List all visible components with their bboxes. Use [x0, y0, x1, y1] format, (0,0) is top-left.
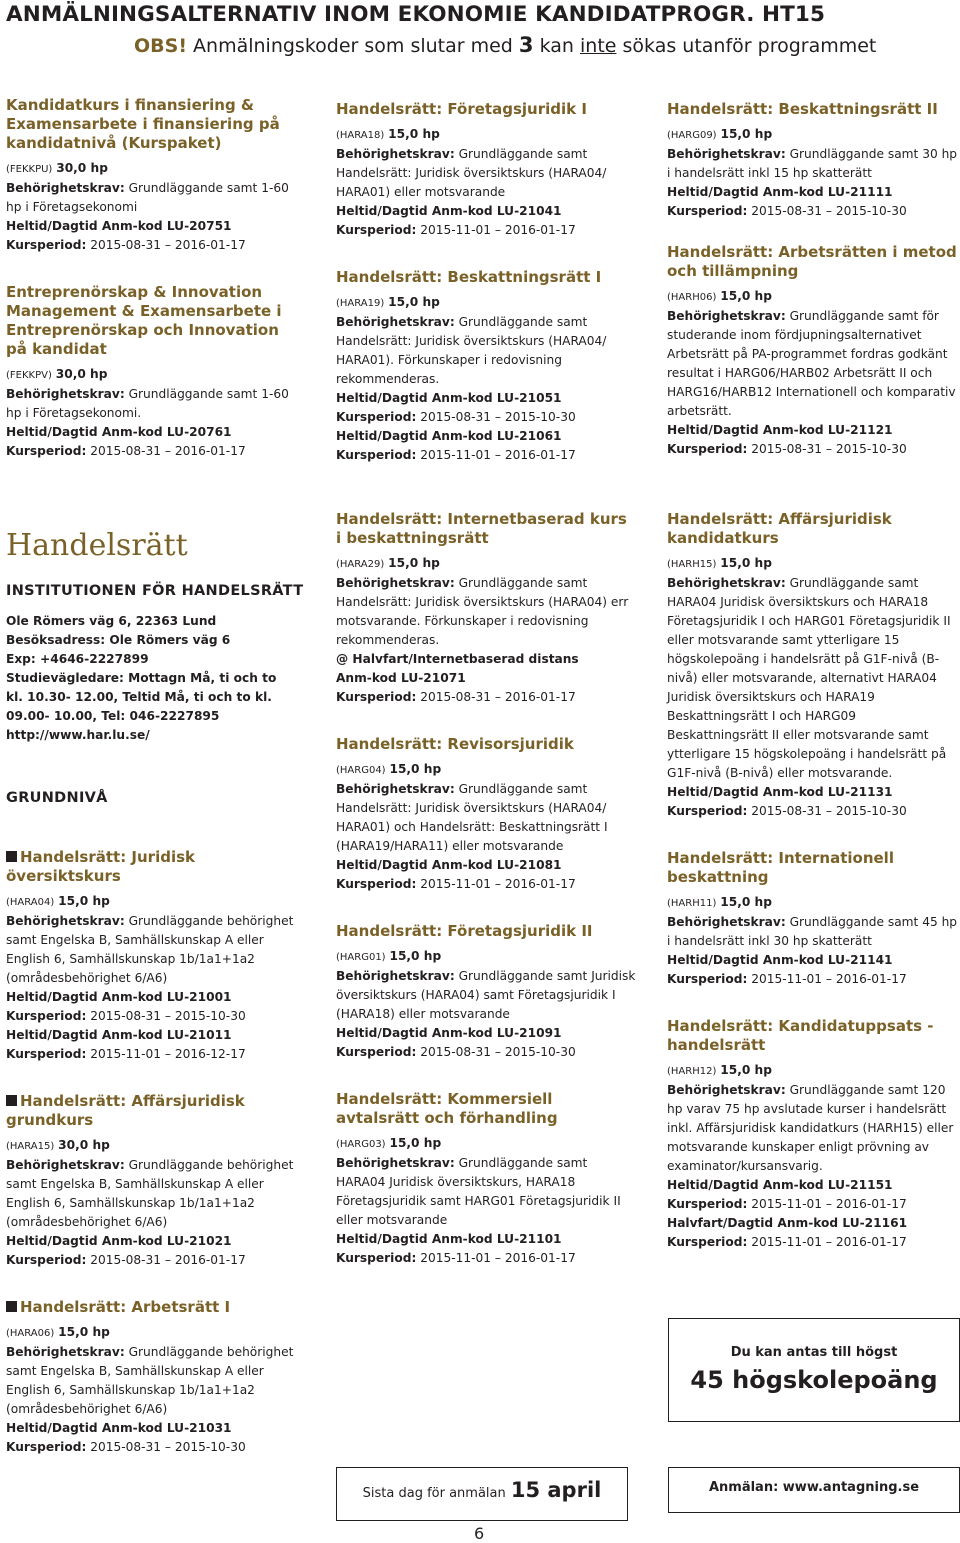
requirements-text: Grundläggande samt HARA04 Juridisk översiktskurs och HARA18 Företagsjuridik I och HARG01 Företagsjuridik II eller motsvarande samt ytterligare 15 högskolepoäng i handelsrätt på G1F-nivå (B-nivå) eller motsvarande, alternativt HARA04 Juridisk översiktskurs och HARA19 Beskattningsrätt I och HARG09 Beskattningsrätt II eller motsvarande samt ytterligare 15 högskolepoäng i handelsrätt på G1F-nivå (B-nivå) eller motsvarande. — [667, 576, 951, 780]
schedule-label: Heltid/Dagtid Anm-kod LU-21131 — [667, 785, 893, 799]
schedule-value: 2015-08-31 – 2016-01-17 — [90, 444, 246, 458]
note-post: sökas utanför programmet — [622, 35, 877, 57]
col2-courses — [336, 510, 636, 1268]
course-code: (HARH06) — [667, 292, 717, 303]
schedule-value: 2015-08-31 – 2015-10-30 — [751, 442, 907, 456]
course-code: (HARH11) — [667, 898, 717, 909]
schedule-label: Kursperiod: — [667, 804, 748, 818]
course-title: Handelsrätt: Juridisk översiktskurs — [6, 848, 296, 886]
schedule-label: Anm-kod LU-21071 — [336, 671, 466, 685]
course-code-line — [667, 554, 959, 574]
requirements-label: Behörighetskrav: — [6, 914, 125, 928]
course-schedule-line — [6, 442, 296, 461]
schedule-label: Heltid/Dagtid Anm-kod LU-21111 — [667, 185, 893, 199]
requirements-label: Behörighetskrav: — [6, 1158, 125, 1172]
course-code: (HARG03) — [336, 1139, 386, 1150]
course-code-line — [667, 1061, 959, 1081]
col3-courses — [667, 510, 959, 1252]
requirements-text: Grundläggande samt 120 hp varav 75 hp avslutade kurser i handelsrätt inkl. Affärsjuridisk kandidatkurs (HARH15) eller motsvarande kunskaper enligt prövning av examinator/kursansvarig. — [667, 1083, 954, 1173]
course-credits: 15,0 hp — [720, 289, 772, 303]
course-block — [6, 96, 296, 255]
course-credits: 30,0 hp — [56, 161, 108, 175]
requirements-text: Grundläggande behörighet samt Engelska B, Samhällskunskap A eller English 6, Samhällskunskap 1b/1a1+1a2 (områdesbehörighet 6/A6) — [6, 914, 294, 985]
note-mid: kan — [539, 35, 574, 57]
page-number: 6 — [474, 1524, 485, 1543]
course-schedule-line — [336, 221, 636, 240]
requirements-label: Behörighetskrav: — [667, 915, 786, 929]
schedule-value: 2015-08-31 – 2015-10-30 — [420, 1045, 576, 1059]
note-three: 3 — [518, 33, 534, 57]
course-credits: 15,0 hp — [720, 556, 772, 570]
course-schedule-line — [6, 1251, 296, 1270]
course-block — [6, 1298, 296, 1457]
col3-top — [667, 100, 959, 459]
requirements-text: Grundläggande samt 30 hp i handelsrätt inkl 15 hp skatterätt — [667, 147, 958, 180]
schedule-value: 2015-11-01 – 2016-01-17 — [420, 223, 576, 237]
course-block — [336, 510, 636, 707]
address-line: Ole Römers väg 6, 22363 Lund — [6, 614, 217, 628]
study-advisor: Studievägledare: Mottagn Må, ti och to kl. 10.30- 12.00, Teltid Må, ti och to kl. 09.00- 10.00, Tel: 046-2227895 — [6, 671, 277, 723]
schedule-value: 2015-08-31 – 2015-10-30 — [751, 804, 907, 818]
schedule-label: Kursperiod: — [6, 1440, 87, 1454]
course-requirements — [336, 1154, 636, 1230]
course-code: (HARH12) — [667, 1066, 717, 1077]
course-block — [336, 1090, 636, 1268]
deadline-box — [336, 1467, 628, 1521]
schedule-label: Heltid/Dagtid Anm-kod LU-21121 — [667, 423, 893, 437]
registration-note — [134, 33, 876, 57]
schedule-label: Kursperiod: — [336, 448, 417, 462]
max-credits-box — [668, 1318, 960, 1422]
requirements-label: Behörighetskrav: — [336, 147, 455, 161]
course-requirements — [667, 574, 959, 783]
schedule-label: Kursperiod: — [6, 1009, 87, 1023]
course-credits: 15,0 hp — [388, 127, 440, 141]
col1-top — [6, 96, 296, 461]
course-requirements — [336, 780, 636, 856]
course-schedule-line — [336, 1043, 636, 1062]
course-schedule-line — [336, 389, 636, 408]
schedule-label: Heltid/Dagtid Anm-kod LU-20761 — [6, 425, 232, 439]
col2-top — [336, 100, 636, 465]
apply-box — [668, 1467, 960, 1513]
course-schedule-line — [6, 1045, 296, 1064]
schedule-label: Halvfart/Dagtid Anm-kod LU-21161 — [667, 1216, 908, 1230]
course-code-line — [6, 159, 296, 179]
max-credits-label: Du kan antas till högst — [730, 1345, 898, 1360]
deadline-date: 15 april — [510, 1478, 602, 1502]
course-requirements — [336, 145, 636, 202]
schedule-value: 2015-11-01 – 2016-01-17 — [420, 448, 576, 462]
deadline-label: Sista dag för anmälan — [362, 1486, 506, 1501]
course-code-line — [336, 1134, 636, 1154]
course-schedule-line — [667, 440, 959, 459]
course-code-line — [336, 125, 636, 145]
schedule-label: Heltid/Dagtid Anm-kod LU-21081 — [336, 858, 562, 872]
course-credits: 30,0 hp — [58, 1138, 110, 1152]
course-schedule-line — [6, 1026, 296, 1045]
course-requirements — [6, 912, 296, 988]
schedule-value: 2015-08-31 – 2015-10-30 — [751, 204, 907, 218]
course-schedule-line — [6, 1438, 296, 1457]
course-code-line — [336, 947, 636, 967]
course-title: Handelsrätt: Kandidatuppsats - handelsrätt — [667, 1017, 934, 1054]
schedule-label: Heltid/Dagtid Anm-kod LU-20751 — [6, 219, 232, 233]
course-code: (HARA29) — [336, 559, 385, 570]
obs-label: OBS! — [134, 35, 187, 57]
course-block — [336, 922, 636, 1062]
requirements-label: Behörighetskrav: — [6, 1345, 125, 1359]
course-title: Handelsrätt: Internetbaserad kurs i beskattningsrätt — [336, 510, 627, 547]
course-title: Handelsrätt: Affärsjuridisk grundkurs — [6, 1092, 296, 1130]
department-name: INSTITUTIONEN FÖR HANDELSRÄTT — [6, 583, 304, 599]
course-code-line — [336, 554, 636, 574]
course-code: (HARH15) — [667, 559, 717, 570]
col1-courses — [6, 848, 296, 1457]
course-schedule-line — [667, 183, 959, 202]
schedule-value: 2015-11-01 – 2016-01-17 — [751, 972, 907, 986]
course-code-line — [667, 893, 959, 913]
course-block — [336, 735, 636, 894]
schedule-value: 2015-08-31 – 2015-10-30 — [90, 1440, 246, 1454]
course-schedule-line — [667, 783, 959, 802]
course-credits: 15,0 hp — [388, 556, 440, 570]
visit-address: Besöksadress: Ole Römers väg 6 — [6, 633, 231, 647]
requirements-label: Behörighetskrav: — [667, 1083, 786, 1097]
course-code-line — [6, 1136, 296, 1156]
course-schedule-line — [667, 802, 959, 821]
schedule-label: Heltid/Dagtid Anm-kod LU-21031 — [6, 1421, 232, 1435]
course-schedule-line — [336, 669, 636, 688]
course-code: (HARG09) — [667, 130, 717, 141]
schedule-label: Heltid/Dagtid Anm-kod LU-21051 — [336, 391, 562, 405]
requirements-text: Grundläggande samt för studerande inom fördjupningsalternativet Arbetsrätt på PA-programmet fordras godkänt resultat i HARG06/HARB02 Arbetsrätt II och HARG16/HARB12 Internationell och komparativ arbetsrätt. — [667, 309, 956, 418]
schedule-label: Heltid/Dagtid Anm-kod LU-21061 — [336, 429, 562, 443]
course-schedule-line — [336, 875, 636, 894]
course-requirements — [667, 307, 959, 421]
schedule-label: Heltid/Dagtid Anm-kod LU-21001 — [6, 990, 232, 1004]
course-credits: 15,0 hp — [720, 895, 772, 909]
schedule-label: Kursperiod: — [667, 972, 748, 986]
course-schedule-line — [336, 1024, 636, 1043]
course-schedule-line — [6, 217, 296, 236]
course-schedule-line — [336, 650, 636, 669]
course-schedule-line — [6, 1232, 296, 1251]
schedule-value: 2015-08-31 – 2015-10-30 — [420, 410, 576, 424]
requirements-label: Behörighetskrav: — [336, 576, 455, 590]
course-schedule-line — [667, 970, 959, 989]
course-schedule-line — [336, 1249, 636, 1268]
schedule-value: 2015-11-01 – 2016-12-17 — [90, 1047, 246, 1061]
course-code: (HARA18) — [336, 130, 385, 141]
course-credits: 15,0 hp — [389, 949, 442, 963]
course-title: Handelsrätt: Revisorsjuridik — [336, 735, 574, 753]
schedule-label: Kursperiod: — [336, 1045, 417, 1059]
schedule-label: Kursperiod: — [336, 1251, 417, 1265]
course-block — [667, 100, 959, 221]
schedule-label: Kursperiod: — [6, 1047, 87, 1061]
course-credits: 15,0 hp — [389, 1136, 442, 1150]
course-schedule-line — [667, 951, 959, 970]
course-code-line — [6, 365, 296, 385]
course-requirements — [6, 179, 296, 217]
requirements-label: Behörighetskrav: — [667, 576, 786, 590]
schedule-label: Kursperiod: — [667, 1197, 748, 1211]
course-credits: 15,0 hp — [388, 295, 440, 309]
course-schedule-line — [6, 1007, 296, 1026]
schedule-label: Kursperiod: — [336, 877, 417, 891]
requirements-label: Behörighetskrav: — [667, 309, 786, 323]
schedule-label: Kursperiod: — [6, 444, 87, 458]
schedule-label: Kursperiod: — [336, 690, 417, 704]
course-code-line — [667, 287, 959, 307]
requirements-text: Grundläggande samt Handelsrätt: Juridisk översiktskurs (HARA04/ HARA01) och Handelsrätt: Beskattningsrätt I (HARA19/HARA11) eller motsvarande — [336, 782, 608, 853]
schedule-label: Heltid/Dagtid Anm-kod LU-21151 — [667, 1178, 893, 1192]
schedule-label: @ Halvfart/Internetbaserad distans — [336, 652, 579, 666]
course-block — [667, 243, 959, 459]
course-schedule-line — [336, 408, 636, 427]
course-title: Entreprenörskap & Innovation Management & Examensarbete i Entreprenörskap och Innovation på kandidat — [6, 283, 282, 358]
max-credits-value: 45 högskolepoäng — [690, 1366, 938, 1394]
course-schedule-line — [336, 688, 636, 707]
website-link[interactable]: http://www.har.lu.se/ — [6, 728, 150, 742]
course-title: Handelsrätt: Företagsjuridik I — [336, 100, 587, 118]
schedule-label: Kursperiod: — [336, 223, 417, 237]
requirements-label: Behörighetskrav: — [336, 315, 455, 329]
course-title: Handelsrätt: Affärsjuridisk kandidatkurs — [667, 510, 892, 547]
course-title: Kandidatkurs i finansiering & Examensarbete i finansiering på kandidatnivå (Kurspaket) — [6, 96, 280, 152]
schedule-value: 2015-11-01 – 2016-01-17 — [751, 1235, 907, 1249]
schedule-label: Kursperiod: — [667, 204, 748, 218]
course-title: Handelsrätt: Arbetsrätt I — [6, 1298, 296, 1317]
course-block — [667, 849, 959, 989]
requirements-text: Grundläggande behörighet samt Engelska B, Samhällskunskap A eller English 6, Samhällskunskap 1b/1a1+1a2 (områdesbehörighet 6/A6) — [6, 1158, 294, 1229]
course-credits: 15,0 hp — [58, 894, 110, 908]
course-credits: 15,0 hp — [720, 127, 773, 141]
course-block — [336, 100, 636, 240]
requirements-label: Behörighetskrav: — [667, 147, 786, 161]
course-block — [6, 848, 296, 1064]
schedule-label: Kursperiod: — [6, 238, 87, 252]
course-block — [336, 268, 636, 465]
course-schedule-line — [336, 1230, 636, 1249]
course-schedule-line — [6, 423, 296, 442]
schedule-label: Kursperiod: — [667, 442, 748, 456]
schedule-value: 2015-08-31 – 2015-10-30 — [90, 1009, 246, 1023]
schedule-label: Heltid/Dagtid Anm-kod LU-21141 — [667, 953, 893, 967]
course-schedule-line — [667, 1214, 959, 1233]
course-title: Handelsrätt: Arbetsrätten i metod och tillämpning — [667, 243, 957, 280]
course-requirements — [667, 1081, 959, 1176]
course-credits: 15,0 hp — [720, 1063, 772, 1077]
course-schedule-line — [667, 1195, 959, 1214]
course-code-line — [336, 293, 636, 313]
course-schedule-line — [667, 1176, 959, 1195]
phone: Exp: +4646-2227899 — [6, 652, 149, 666]
course-schedule-line — [336, 202, 636, 221]
requirements-label: Behörighetskrav: — [336, 782, 455, 796]
requirements-label: Behörighetskrav: — [6, 387, 125, 401]
schedule-value: 2015-11-01 – 2016-01-17 — [751, 1197, 907, 1211]
course-code: (FEKKPV) — [6, 370, 52, 381]
course-title: Handelsrätt: Kommersiell avtalsrätt och förhandling — [336, 1090, 558, 1127]
course-block — [667, 1017, 959, 1252]
course-code-line — [6, 892, 296, 912]
schedule-label: Heltid/Dagtid Anm-kod LU-21041 — [336, 204, 562, 218]
course-requirements — [6, 1156, 296, 1232]
schedule-value: 2015-08-31 – 2016-01-17 — [90, 238, 246, 252]
course-title: Handelsrätt: Beskattningsrätt II — [667, 100, 938, 118]
schedule-label: Kursperiod: — [6, 1253, 87, 1267]
course-block — [6, 1092, 296, 1270]
schedule-value: 2015-11-01 – 2016-01-17 — [420, 1251, 576, 1265]
schedule-label: Kursperiod: — [336, 410, 417, 424]
schedule-label: Heltid/Dagtid Anm-kod LU-21101 — [336, 1232, 562, 1246]
page-heading: ANMÄLNINGSALTERNATIV INOM EKONOMIE KANDIDATPROGR. HT15 — [6, 2, 826, 27]
course-code-line — [6, 1323, 296, 1343]
course-schedule-line — [6, 236, 296, 255]
course-block — [667, 510, 959, 821]
requirements-text: Grundläggande behörighet samt Engelska B, Samhällskunskap A eller English 6, Samhällskunskap 1b/1a1+1a2 (områdesbehörighet 6/A6) — [6, 1345, 294, 1416]
course-requirements — [336, 967, 636, 1024]
requirements-text: Grundläggande samt Handelsrätt: Juridisk översiktskurs (HARA04/ HARA01). Förkunskaper i redovisning rekommenderas. — [336, 315, 607, 386]
requirements-text: Grundläggande samt HARA04 Juridisk översiktskurs, HARA18 Företagsjuridik samt HARG01 Företagsjuridik II eller motsvarande — [336, 1156, 621, 1227]
course-code: (HARA04) — [6, 897, 55, 908]
schedule-value: 2015-08-31 – 2016-01-17 — [90, 1253, 246, 1267]
course-schedule-line — [667, 202, 959, 221]
requirements-text: Grundläggande samt 45 hp i handelsrätt inkl 30 hp skatterätt — [667, 915, 958, 948]
course-title: Handelsrätt: Beskattningsrätt I — [336, 268, 602, 286]
course-schedule-line — [6, 1419, 296, 1438]
requirements-text: Grundläggande samt 1-60 hp i Företagsekonomi — [6, 181, 289, 214]
course-code: (FEKKPU) — [6, 164, 53, 175]
institution-name: Handelsrätt — [6, 528, 188, 563]
course-schedule-line — [336, 427, 636, 446]
requirements-text: Grundläggande samt Handelsrätt: Juridisk översiktskurs (HARA04) err motsvarande. Förkunskaper i redovisning rekommenderas. — [336, 576, 629, 647]
course-schedule-line — [6, 988, 296, 1007]
note-inte: inte — [580, 35, 617, 57]
requirements-text: Grundläggande samt Handelsrätt: Juridisk översiktskurs (HARA04/ HARA01) eller motsvarande — [336, 147, 607, 199]
schedule-label: Kursperiod: — [667, 1235, 748, 1249]
requirements-label: Behörighetskrav: — [336, 1156, 455, 1170]
address-block — [6, 612, 296, 745]
schedule-label: Heltid/Dagtid Anm-kod LU-21011 — [6, 1028, 232, 1042]
course-code-line — [336, 760, 636, 780]
schedule-value: 2015-08-31 – 2016-01-17 — [420, 690, 576, 704]
course-credits: 15,0 hp — [58, 1325, 110, 1339]
course-requirements — [336, 313, 636, 389]
requirements-text: Grundläggande samt 1-60 hp i Företagsekonomi. — [6, 387, 289, 420]
course-requirements — [667, 913, 959, 951]
course-block — [6, 283, 296, 461]
schedule-label: Heltid/Dagtid Anm-kod LU-21091 — [336, 1026, 562, 1040]
requirements-label: Behörighetskrav: — [6, 181, 125, 195]
course-code: (HARA06) — [6, 1328, 55, 1339]
course-schedule-line — [667, 421, 959, 440]
course-schedule-line — [336, 856, 636, 875]
schedule-value: 2015-11-01 – 2016-01-17 — [420, 877, 576, 891]
course-code: (HARA15) — [6, 1141, 55, 1152]
schedule-label: Heltid/Dagtid Anm-kod LU-21021 — [6, 1234, 232, 1248]
course-requirements — [6, 385, 296, 423]
course-credits: 30,0 hp — [55, 367, 108, 381]
course-requirements — [336, 574, 636, 650]
course-schedule-line — [336, 446, 636, 465]
course-code: (HARA19) — [336, 298, 385, 309]
apply-link[interactable]: Anmälan: www.antagning.se — [708, 1480, 920, 1495]
course-code-line — [667, 125, 959, 145]
requirements-label: Behörighetskrav: — [336, 969, 455, 983]
course-requirements — [667, 145, 959, 183]
requirements-text: Grundläggande samt Juridisk översiktskurs (HARA04) samt Företagsjuridik I (HARA18) eller motsvarande — [336, 969, 636, 1021]
course-code: (HARG04) — [336, 765, 386, 776]
course-title: Handelsrätt: Företagsjuridik II — [336, 922, 593, 940]
course-code: (HARG01) — [336, 952, 386, 963]
note-pre: Anmälningskoder som slutar med — [193, 35, 513, 57]
course-requirements — [6, 1343, 296, 1419]
course-schedule-line — [667, 1233, 959, 1252]
course-title: Handelsrätt: Internationell beskattning — [667, 849, 894, 886]
course-credits: 15,0 hp — [389, 762, 442, 776]
level-heading: GRUNDNIVÅ — [6, 790, 108, 806]
